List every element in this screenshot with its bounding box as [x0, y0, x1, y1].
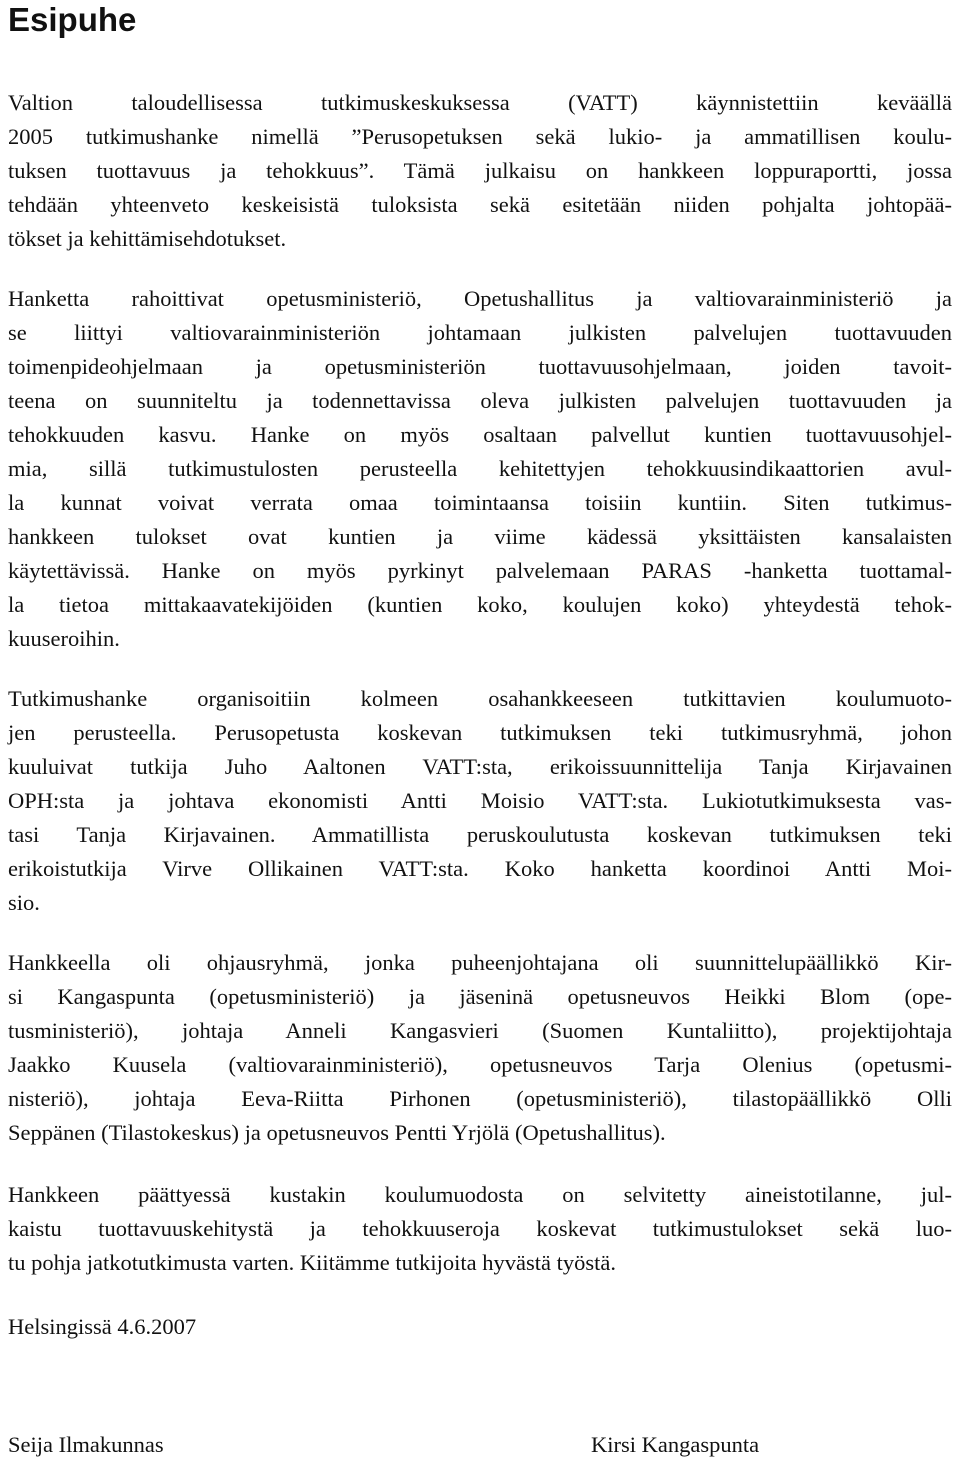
text-line: tehokkuuden kasvu. Hanke on myös osaltaan palvellut kuntien tuottavuusohjel- — [8, 422, 952, 447]
text-line: Valtion taloudellisessa tutkimuskeskuksessa (VATT) käynnistettiin keväällä — [8, 90, 952, 115]
text-line: toimenpideohjelmaan ja opetusministeriön tuottavuusohjelmaan, joiden tavoit- — [8, 354, 952, 379]
text-line: tusministeriö), johtaja Anneli Kangasvieri (Suomen Kuntaliitto), projektijohtaja — [8, 1018, 952, 1043]
text-line: hankkeen tulokset ovat kuntien ja viime kädessä yksittäisten kansalaisten — [8, 524, 952, 549]
text-line: sio. — [8, 890, 40, 915]
text-line: la kunnat voivat verrata omaa toimintaansa toisiin kuntiin. Siten tutkimus- — [8, 490, 952, 515]
signature-right: Kirsi Kangaspunta — [591, 1432, 760, 1457]
text-line: tu pohja jatkotutkimusta varten. Kiitämme tutkijoita hyvästä työstä. — [8, 1250, 617, 1275]
text-line: tasi Tanja Kirjavainen. Ammatillista peruskoulutusta koskevan tutkimuksen teki — [8, 822, 952, 847]
text-line: Hanketta rahoittivat opetusministeriö, Opetushallitus ja valtiovarainministeriö ja — [8, 286, 952, 311]
signature-left: Seija Ilmakunnas — [8, 1432, 164, 1457]
paragraph-4 — [8, 946, 952, 1150]
text-line: OPH:sta ja johtava ekonomisti Antti Moisio VATT:sta. Lukiotutkimuksesta vas- — [8, 788, 952, 813]
paragraph-1 — [8, 86, 952, 256]
text-line: jen perusteella. Perusopetusta koskevan tutkimuksen teki tutkimusryhmä, johon — [8, 720, 952, 745]
place-date: Helsingissä 4.6.2007 — [8, 1314, 197, 1339]
text-line: mia, sillä tutkimustulosten perusteella kehitettyjen tehokkuusindikaattorien avul- — [8, 456, 952, 481]
text-line: erikoistutkija Virve Ollikainen VATT:sta. Koko hanketta koordinoi Antti Moi- — [8, 856, 952, 881]
text-line: teena on suunniteltu ja todennettavissa oleva julkisten palvelujen tuottavuuden ja — [8, 388, 952, 413]
text-line: nisteriö), johtaja Eeva-Riitta Pirhonen (opetusministeriö), tilastopäällikkö Olli — [8, 1086, 952, 1111]
page-title: Esipuhe — [8, 1, 137, 38]
text-line: tehdään yhteenveto keskeisistä tuloksista sekä esitetään niiden pohjalta johtopää- — [8, 192, 952, 217]
paragraph-5 — [8, 1178, 952, 1280]
text-line: la tietoa mittakaavatekijöiden (kuntien koko, koulujen koko) yhteydestä tehok- — [8, 592, 952, 617]
text-line: kuuseroihin. — [8, 626, 120, 651]
text-line: si Kangaspunta (opetusministeriö) ja jäseninä opetusneuvos Heikki Blom (ope- — [8, 984, 952, 1009]
text-line: 2005 tutkimushanke nimellä ”Perusopetuksen sekä lukio- ja ammatillisen koulu- — [8, 124, 952, 149]
text-line: se liittyi valtiovarainministeriön johtamaan julkisten palvelujen tuottavuuden — [8, 320, 952, 345]
paragraph-2 — [8, 282, 952, 656]
paragraph-3 — [8, 682, 952, 920]
text-line: kuuluivat tutkija Juho Aaltonen VATT:sta, erikoissuunnittelija Tanja Kirjavainen — [8, 754, 952, 779]
text-line: käytettävissä. Hanke on myös pyrkinyt palvelemaan PARAS -hanketta tuottamal- — [8, 558, 952, 583]
text-line: kaistu tuottavuuskehitystä ja tehokkuuseroja koskevat tutkimustulokset sekä luo- — [8, 1216, 952, 1241]
text-line: Jaakko Kuusela (valtiovarainministeriö), opetusneuvos Tarja Olenius (opetusmi- — [8, 1052, 952, 1077]
text-line: Tutkimushanke organisoitiin kolmeen osahankkeeseen tutkittavien koulumuoto- — [8, 686, 952, 711]
text-line: Seppänen (Tilastokeskus) ja opetusneuvos Pentti Yrjölä (Opetushallitus). — [8, 1120, 666, 1145]
text-line: Hankkeella oli ohjausryhmä, jonka puheenjohtajana oli suunnittelupäällikkö Kir- — [8, 950, 952, 975]
text-line: Hankkeen päättyessä kustakin koulumuodosta on selvitetty aineistotilanne, jul- — [8, 1182, 952, 1207]
text-line: tuksen tuottavuus ja tehokkuus”. Tämä julkaisu on hankkeen loppuraportti, jossa — [8, 158, 952, 183]
text-line: tökset ja kehittämisehdotukset. — [8, 226, 287, 251]
